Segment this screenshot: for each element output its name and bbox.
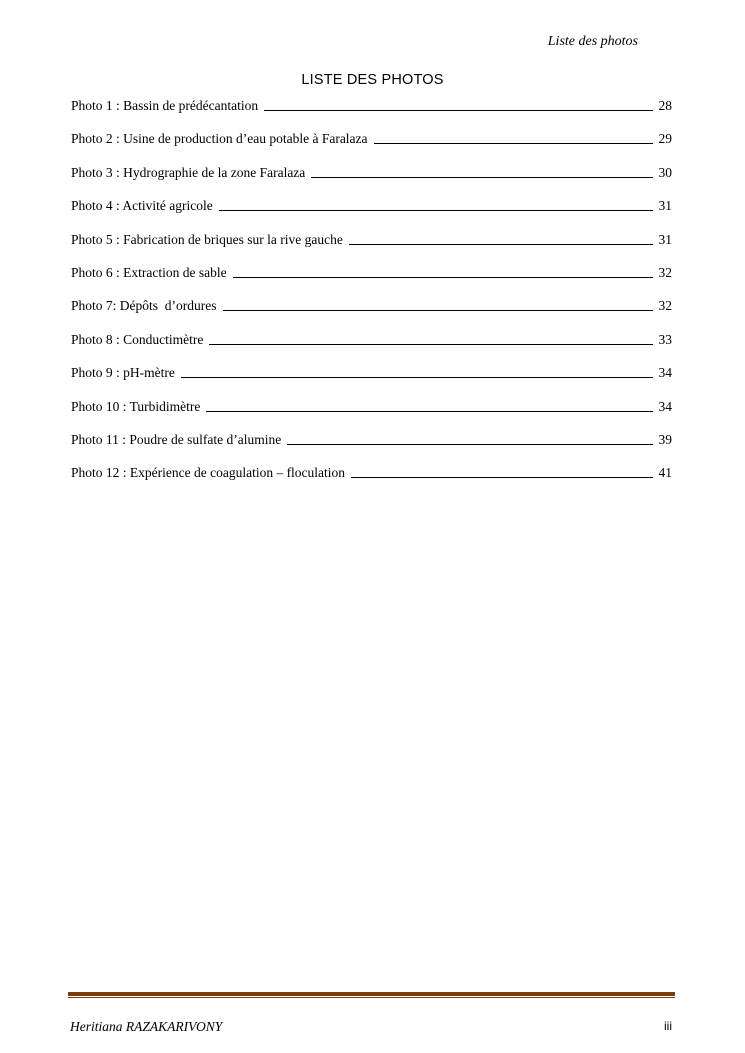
toc-leader-line bbox=[219, 210, 653, 211]
toc-entry-page: 34 bbox=[658, 365, 672, 381]
toc-entry-page: 41 bbox=[658, 465, 672, 481]
toc-leader-line bbox=[287, 444, 652, 445]
toc-entry-page: 39 bbox=[658, 431, 672, 447]
toc-entry-photo-8[interactable] bbox=[71, 332, 672, 365]
toc-entry-page: 29 bbox=[658, 131, 672, 147]
toc-entry-label: Photo 5 : Fabrication de briques sur la rive gauche bbox=[71, 231, 343, 247]
running-header: Liste des photos bbox=[547, 34, 638, 49]
toc-entry-photo-6[interactable] bbox=[71, 265, 672, 298]
toc-entry-photo-10[interactable] bbox=[71, 399, 672, 432]
toc-entry-label: Photo 2 : Usine de production d’eau potable à Faralaza bbox=[71, 131, 368, 147]
toc-leader-line bbox=[223, 310, 653, 311]
toc-entry-photo-2[interactable] bbox=[71, 131, 672, 164]
toc-entry-photo-7[interactable] bbox=[71, 298, 672, 331]
toc-entry-photo-4[interactable] bbox=[71, 198, 672, 231]
toc-entry-label: Photo 11 : Poudre de sulfate d’alumine bbox=[71, 431, 282, 447]
toc-leader-line bbox=[181, 377, 653, 378]
toc-entry-page: 28 bbox=[658, 98, 672, 113]
toc-entry-page: 31 bbox=[658, 198, 672, 214]
toc-leader-line bbox=[349, 244, 653, 245]
footer-divider-thin bbox=[68, 997, 675, 998]
toc-entry-label: Photo 1 : Bassin de prédécantation bbox=[71, 98, 259, 113]
toc-leader-line bbox=[351, 477, 652, 478]
toc-entry-photo-1[interactable] bbox=[71, 98, 672, 131]
toc-entry-page: 32 bbox=[658, 264, 672, 280]
toc-entry-label: Photo 7: Dépôts d’ordures bbox=[71, 298, 217, 314]
toc-entry-photo-3[interactable] bbox=[71, 165, 672, 198]
toc-leader-line bbox=[374, 143, 653, 144]
toc-entry-label: Photo 8 : Conductimètre bbox=[71, 331, 204, 347]
footer-divider bbox=[68, 992, 675, 998]
toc-leader-line bbox=[206, 411, 652, 412]
toc-entry-photo-5[interactable] bbox=[71, 232, 672, 265]
toc-entry-photo-12[interactable] bbox=[71, 465, 672, 498]
page-title: LISTE DES PHOTOS bbox=[301, 72, 444, 88]
toc-entry-label: Photo 6 : Extraction de sable bbox=[71, 264, 227, 280]
toc-entry-label: Photo 12 : Expérience de coagulation – floculation bbox=[71, 465, 346, 481]
footer-page-number: iii bbox=[664, 1019, 672, 1033]
toc-entry-page: 32 bbox=[658, 298, 672, 314]
toc-leader-line bbox=[233, 277, 653, 278]
toc-entry-label: Photo 9 : pH-mètre bbox=[71, 365, 175, 381]
footer-author: Heritiana RAZAKARIVONY bbox=[70, 1019, 223, 1034]
toc-entry-page: 33 bbox=[658, 331, 672, 347]
toc-entry-page: 34 bbox=[658, 398, 672, 414]
toc-entry-page: 30 bbox=[658, 164, 672, 180]
toc-entry-page: 31 bbox=[658, 231, 672, 247]
toc-entry-label: Photo 10 : Turbidimètre bbox=[71, 398, 201, 414]
toc-leader-line bbox=[264, 110, 652, 111]
toc-entry-label: Photo 3 : Hydrographie de la zone Faralaza bbox=[71, 164, 306, 180]
toc-entry-photo-11[interactable] bbox=[71, 432, 672, 465]
toc-leader-line bbox=[311, 177, 652, 178]
photo-list bbox=[71, 98, 672, 499]
toc-entry-label: Photo 4 : Activité agricole bbox=[71, 198, 213, 214]
toc-entry-photo-9[interactable] bbox=[71, 365, 672, 398]
toc-leader-line bbox=[209, 344, 652, 345]
